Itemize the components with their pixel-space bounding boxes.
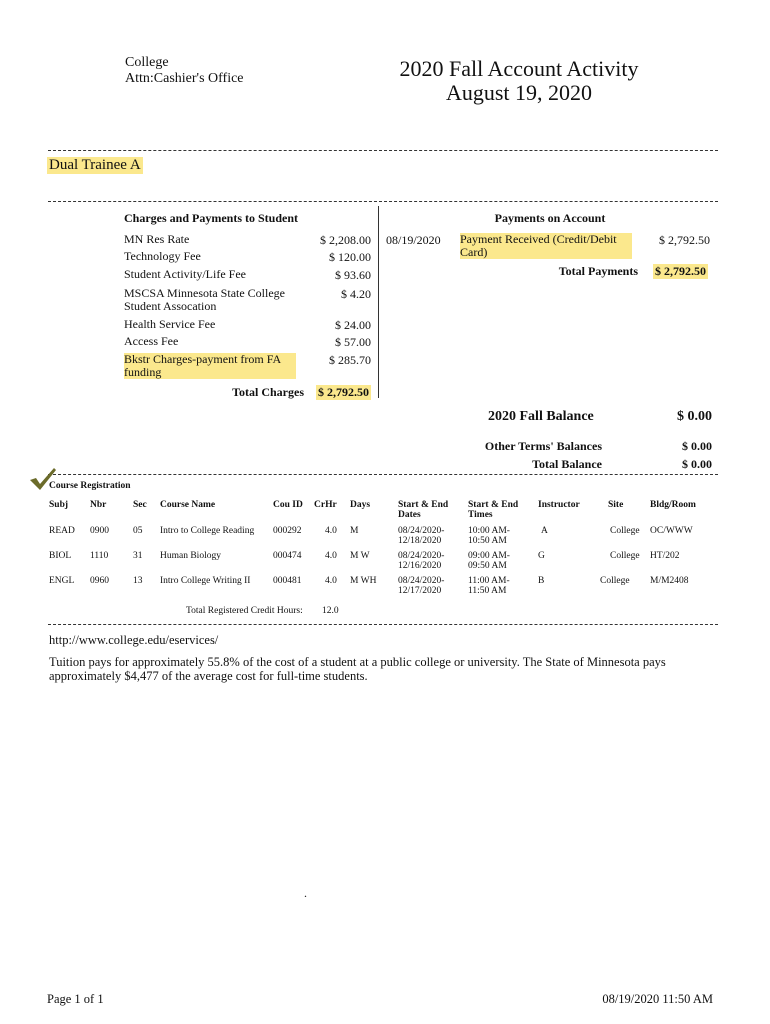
column-header: Bldg/Room [650, 500, 696, 510]
tuition-note: Tuition pays for approximately 55.8% of the cost of a student at a public college or university. The State of Minnesota pays approximately $4,477 of the average cost for full-time students. [49, 655, 666, 683]
course-cell-sec: 05 [133, 526, 143, 536]
divider [48, 474, 718, 475]
course-cell-room: OC/WWW [650, 526, 693, 536]
course-cell-site: College [600, 576, 630, 586]
total-balance-label: Total Balance [532, 457, 602, 471]
column-header: Nbr [90, 500, 107, 510]
page-title: 2020 Fall Account Activity [399, 56, 639, 81]
charges-divider [378, 206, 379, 398]
course-cell-subj: BIOL [49, 551, 72, 561]
payment-date: 08/19/2020 [386, 233, 441, 247]
course-cell-name: Intro to College Reading [160, 526, 255, 536]
charge-item-amount: $ 2,208.00 [320, 233, 371, 247]
fall-balance-label: 2020 Fall Balance [488, 409, 594, 424]
course-cell-crhr: 4.0 [325, 576, 337, 586]
course-cell-crhr: 4.0 [325, 551, 337, 561]
fall-balance-value: $ 0.00 [677, 409, 712, 424]
column-header: CrHr [314, 500, 337, 510]
column-header: Site [608, 500, 624, 510]
divider [48, 150, 718, 151]
payments-heading: Payments on Account [494, 211, 606, 225]
column-header: Subj [49, 500, 69, 510]
charge-item-label: MSCSA Minnesota State College Student Assocation [124, 286, 286, 313]
column-header: Start & End Dates [398, 500, 449, 520]
course-cell-nbr: 1110 [90, 551, 109, 561]
course-cell-site: College [610, 551, 640, 561]
divider [48, 201, 718, 202]
course-cell-dates: 08/24/2020- 12/17/2020 [398, 576, 445, 596]
charge-item-amount: $ 24.00 [335, 318, 371, 332]
header-org: College [125, 55, 169, 70]
divider [48, 624, 718, 625]
course-cell-days: M WH [350, 576, 377, 586]
course-cell-site: College [610, 526, 640, 536]
charge-item-label: Technology Fee [124, 249, 201, 263]
total-balance-value: $ 0.00 [682, 457, 712, 471]
column-header: Cou ID [273, 500, 303, 510]
course-cell-dates: 08/24/2020- 12/18/2020 [398, 526, 445, 546]
course-cell-sec: 13 [133, 576, 143, 586]
print-timestamp: 08/19/2020 11:50 AM [602, 992, 713, 1006]
course-cell-subj: READ [49, 526, 75, 536]
course-cell-id: 000292 [273, 526, 302, 536]
course-cell-instructor: A [541, 526, 548, 536]
course-cell-times: 11:00 AM- 11:50 AM [468, 576, 510, 596]
column-header: Instructor [538, 500, 580, 510]
page-date: August 19, 2020 [445, 80, 593, 105]
course-cell-crhr: 4.0 [325, 526, 337, 536]
total-credits-value: 12.0 [322, 606, 339, 616]
charge-item-amount: $ 4.20 [341, 287, 371, 301]
courses-heading: Course Registration [49, 481, 131, 491]
course-cell-id: 000474 [273, 551, 302, 561]
total-charges-value: $ 2,792.50 [318, 385, 369, 399]
column-header: Sec [133, 500, 147, 510]
course-cell-sec: 31 [133, 551, 143, 561]
student-name: Dual Trainee A [49, 157, 141, 173]
charge-item-label: MN Res Rate [124, 232, 190, 246]
charge-item-label: Health Service Fee [124, 317, 216, 331]
charge-item-label: Access Fee [124, 334, 179, 348]
charge-item-label: Bkstr Charges-payment from FA funding [124, 353, 296, 379]
payment-amount: $ 2,792.50 [659, 233, 710, 247]
other-terms-value: $ 0.00 [682, 439, 712, 453]
total-charges-label: Total Charges [232, 385, 304, 399]
course-cell-nbr: 0960 [90, 576, 109, 586]
column-header: Days [350, 500, 371, 510]
eservices-link[interactable]: http://www.college.edu/eservices/ [49, 633, 219, 647]
total-payments-value: $ 2,792.50 [655, 264, 706, 278]
course-cell-name: Human Biology [160, 551, 221, 561]
charge-item-label: Student Activity/Life Fee [124, 267, 246, 281]
course-cell-id: 000481 [273, 576, 302, 586]
header-attn: Attn:Cashier's Office [125, 71, 244, 86]
course-cell-days: M [350, 526, 359, 536]
charge-item-amount: $ 285.70 [329, 353, 371, 367]
payment-label: Payment Received (Credit/Debit Card) [460, 233, 632, 259]
course-cell-name: Intro College Writing II [160, 576, 251, 586]
charges-heading: Charges and Payments to Student [124, 211, 299, 225]
course-cell-instructor: G [538, 551, 545, 561]
course-cell-subj: ENGL [49, 576, 75, 586]
column-header: Course Name [160, 500, 216, 510]
column-header: Start & End Times [468, 500, 519, 520]
course-cell-room: M/M2408 [650, 576, 689, 586]
total-credits-label: Total Registered Credit Hours: [186, 606, 303, 616]
page-number: Page 1 of 1 [47, 992, 104, 1006]
total-payments-label: Total Payments [558, 264, 638, 278]
course-cell-times: 10:00 AM- 10:50 AM [468, 526, 510, 546]
charge-item-amount: $ 57.00 [335, 335, 371, 349]
course-cell-instructor: B [538, 576, 545, 586]
course-cell-nbr: 0900 [90, 526, 109, 536]
stray-dot: . [304, 886, 307, 900]
other-terms-label: Other Terms' Balances [484, 439, 602, 453]
course-cell-room: HT/202 [650, 551, 680, 561]
charge-item-amount: $ 93.60 [335, 268, 371, 282]
course-cell-days: M W [350, 551, 370, 561]
charge-item-amount: $ 120.00 [329, 250, 371, 264]
course-cell-times: 09:00 AM- 09:50 AM [468, 551, 510, 571]
course-cell-dates: 08/24/2020- 12/16/2020 [398, 551, 445, 571]
